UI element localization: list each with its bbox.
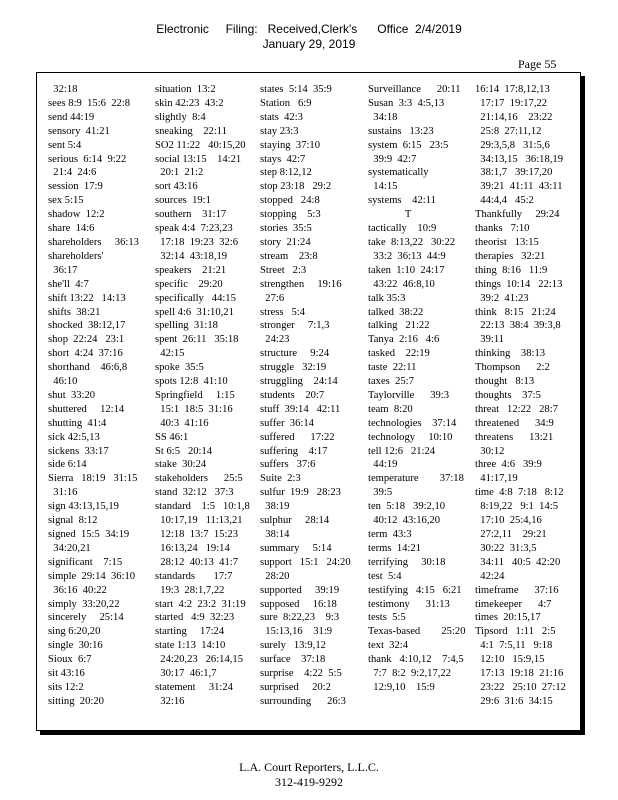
index-entry: 10:17,19 11:13,21: [155, 515, 243, 527]
index-entry: tasked 22:19: [368, 348, 430, 360]
index-entry: Susan 3:3 4:5,13: [368, 97, 445, 109]
index-entry: Texas-based 25:20: [368, 626, 466, 638]
index-entry: time 4:8 7:18 8:12: [475, 487, 564, 499]
index-entry: surprised 20:2: [260, 681, 331, 693]
index-entry: systems 42:11: [368, 195, 436, 207]
index-entry: supported 39:19: [260, 584, 340, 596]
index-entry: sneaking 22:11: [155, 125, 227, 137]
index-entry: Station 6:9: [260, 97, 312, 109]
index-entry: suffers 37:6: [260, 459, 316, 471]
index-entry: terrifying 30:18: [368, 556, 446, 568]
index-entry: 34:20,21: [48, 542, 91, 554]
index-entry: 17:10 25:4,16: [475, 515, 542, 527]
index-entry: talking 21:22: [368, 320, 430, 332]
index-entry: 32:16: [155, 695, 185, 707]
index-entry: suffered 17:22: [260, 431, 335, 443]
index-entry: ten 5:18 39:2,10: [368, 501, 446, 513]
index-entry: 20:1 21:2: [155, 167, 204, 179]
index-entry: speak 4:4 7:23,23: [155, 223, 233, 235]
index-entry: 39:11: [475, 334, 505, 346]
index-entry: 23:22 25:10 27:12: [475, 681, 566, 693]
index-entry: 36:17: [48, 264, 78, 276]
index-entry: 40:3 41:16: [155, 417, 209, 429]
index-entry: state 1:13 14:10: [155, 640, 226, 652]
index-entry: 40:12 43:16,20: [368, 515, 441, 527]
index-entry: surely 13:9,12: [260, 640, 326, 652]
index-entry: sickens 33:17: [48, 445, 109, 457]
index-entry: spots 12:8 41:10: [155, 376, 228, 388]
index-entry: taxes 25:7: [368, 376, 414, 388]
index-column-2: [155, 83, 259, 709]
index-entry: three 4:6 39:9: [475, 459, 542, 471]
index-entry: 39:5: [368, 487, 393, 499]
index-entry: 12:10 15:9,15: [475, 654, 545, 666]
index-entry: 29:6 31:6 34:15: [475, 695, 553, 707]
index-entry: 15:13,16 31:9: [260, 626, 333, 638]
index-entry: 39:2 41:23: [475, 292, 529, 304]
index-entry: St 6:5 20:14: [155, 445, 213, 457]
index-entry: states 5:14 35:9: [260, 84, 332, 95]
page-number: Page 55: [518, 57, 557, 71]
index-entry: simply 33:20,22: [48, 598, 120, 610]
index-entry: 19:3 28:1,7,22: [155, 584, 225, 596]
index-entry: 44:4,4 45:2: [475, 195, 534, 207]
index-entry: simple 29:14 36:10: [48, 570, 136, 582]
index-entry: 25:8 27:11,12: [475, 125, 542, 137]
index-entry: therapies 32:21: [475, 250, 546, 262]
index-entry: 31:16: [48, 487, 78, 499]
index-entry: slightly 8:4: [155, 111, 206, 123]
index-entry: stay 23:3: [260, 125, 299, 137]
index-entry: stats 42:3: [260, 111, 303, 123]
index-entry: thank 4:10,12 7:4,5: [368, 654, 464, 666]
index-entry: 30:22 31:3,5: [475, 542, 537, 554]
index-entry: supposed 16:18: [260, 598, 337, 610]
index-entry: speakers 21:21: [155, 264, 227, 276]
index-entry: thinking 38:13: [475, 348, 546, 360]
index-entry: 8:19,22 9:1 14:5: [475, 501, 558, 513]
index-entry: 12:18 13:7 15:23: [155, 529, 238, 540]
index-entry: sincerely 25:14: [48, 612, 124, 624]
index-entry: shadow 12:2: [48, 209, 105, 221]
index-entry: thought 8:13: [475, 376, 535, 388]
index-entry: shifts 38:21: [48, 306, 101, 318]
index-entry: sent 5:4: [48, 139, 82, 151]
index-entry: 14:15: [368, 181, 398, 193]
index-entry: surface 37:18: [260, 654, 326, 666]
index-entry: 43:22 46:8,10: [368, 278, 435, 290]
index-entry: 7:7 8:2 9:2,17,22: [368, 668, 451, 680]
index-entry: 30:17 46:1,7: [155, 668, 217, 680]
index-entry: testimony 31:13: [368, 598, 450, 610]
index-entry: she'll 4:7: [48, 278, 89, 290]
index-entry: 36:16 40:22: [48, 584, 107, 596]
index-entry: shareholders': [48, 250, 104, 262]
index-entry: specific 29:20: [155, 278, 223, 290]
index-entry: sitting 20:20: [48, 695, 104, 707]
index-entry: 24:20,23 26:14,15: [155, 654, 243, 666]
index-entry: suffering 4:17: [260, 445, 328, 457]
index-entry: 17:17 19:17,22: [475, 97, 548, 109]
index-entry: sits 12:2: [48, 681, 84, 693]
index-entry: Street 2:3: [260, 264, 307, 276]
index-entry: stuff 39:14 42:11: [260, 403, 341, 415]
index-entry: southern 31:17: [155, 209, 227, 221]
index-entry: shop 22:24 23:1: [48, 334, 125, 346]
index-entry: 46:10: [48, 376, 78, 388]
index-entry: Thompson 2:2: [475, 362, 550, 374]
index-entry: system 6:15 23:5: [368, 139, 449, 151]
index-box: [36, 72, 581, 731]
index-entry: 42:15: [155, 348, 185, 360]
index-entry: 24:23: [260, 334, 290, 346]
index-entry: thanks 7:10: [475, 223, 530, 235]
index-entry: standard 1:5 10:1,8: [155, 501, 250, 513]
index-entry: skin 42:23 43:2: [155, 97, 224, 109]
index-entry: spoke 35:5: [155, 362, 204, 374]
index-entry: 21:14,16 23:22: [475, 111, 553, 123]
index-entry: 28:12 40:13 41:7: [155, 556, 238, 568]
index-entry: spent 26:11 35:18: [155, 334, 239, 346]
index-entry: 34:18: [368, 111, 398, 123]
index-entry: Tanya 2:16 4:6: [368, 334, 440, 346]
index-entry: sees 8:9 15:6 22:8: [48, 97, 131, 109]
index-entry: Springfield 1:15: [155, 389, 235, 401]
index-entry: share 14:6: [48, 223, 95, 235]
index-entry: sick 42:5,13: [48, 431, 100, 443]
index-entry: step 8:12,12: [260, 167, 312, 179]
index-entry: SO2 11:22 40:15,20: [155, 139, 246, 151]
index-entry: Thankfully 29:24: [475, 209, 560, 221]
index-entry: systematically: [368, 167, 429, 179]
index-entry: test 5:4: [368, 570, 402, 582]
index-entry: shocked 38:12,17: [48, 320, 126, 332]
index-entry: 38:19: [260, 501, 290, 513]
index-column-1: [48, 83, 152, 709]
index-entry: terms 14:21: [368, 542, 421, 554]
index-entry: 38:14: [260, 529, 290, 540]
index-entry: sustains 13:23: [368, 125, 434, 137]
index-entry: suffer 36:14: [260, 417, 314, 429]
index-entry: 39:9 42:7: [368, 153, 417, 165]
index-entry: 34:13,15 36:18,19: [475, 153, 563, 165]
index-entry: surprise 4:22 5:5: [260, 668, 342, 680]
index-entry: sure 8:22,23 9:3: [260, 612, 340, 624]
index-entry: shorthand 46:6,8: [48, 362, 128, 374]
index-entry: team 8:20: [368, 403, 413, 415]
filing-stamp: Electronic Filing: Received,Clerk's Office 2/4/2019: [156, 22, 462, 36]
index-entry: technology 10:10: [368, 431, 453, 443]
index-entry: shift 13:22 14:13: [48, 292, 126, 304]
index-entry: 34:11 40:5 42:20: [475, 556, 561, 568]
index-entry: tests 5:5: [368, 612, 406, 624]
index-entry: started 4:9 32:23: [155, 612, 235, 624]
index-entry: thoughts 37:5: [475, 389, 541, 401]
index-entry: social 13:15 14:21: [155, 153, 242, 165]
index-entry: take 8:13,22 30:22: [368, 236, 456, 248]
index-entry: 33:2 36:13 44:9: [368, 250, 446, 262]
index-entry: significant 7:15: [48, 556, 123, 568]
index-entry: 17:18 19:23 32:6: [155, 236, 238, 248]
index-entry: signal 8:12: [48, 515, 98, 527]
index-entry: 27:6: [260, 292, 285, 304]
index-entry: sulfur 19:9 28:23: [260, 487, 341, 499]
index-entry: stopping 5:3: [260, 209, 321, 221]
index-entry: story 21:24: [260, 236, 311, 248]
index-entry: signed 15:5 34:19: [48, 529, 130, 540]
index-entry: short 4:24 37:16: [48, 348, 123, 360]
index-entry: students 20:7: [260, 389, 325, 401]
index-entry: times 20:15,17: [475, 612, 541, 624]
index-entry: sources 19:1: [155, 195, 211, 207]
index-entry: threatens 13:21: [475, 431, 554, 443]
index-entry: staying 37:10: [260, 139, 321, 151]
index-column-4: [368, 83, 472, 695]
index-entry: send 44:19: [48, 111, 95, 123]
reporter-phone: 312-419-9292: [275, 775, 343, 789]
index-entry: sulphur 28:14: [260, 515, 330, 527]
index-entry: spelling 31:18: [155, 320, 218, 332]
index-entry: 15:1 18:5 31:16: [155, 403, 233, 415]
index-entry: stronger 7:1,3: [260, 320, 330, 332]
index-entry: shut 33:20: [48, 389, 96, 401]
index-entry: 32:14 43:18,19: [155, 250, 228, 262]
index-entry: 32:18: [48, 84, 78, 95]
index-entry: sign 43:13,15,19: [48, 501, 119, 513]
index-entry: 30:12: [475, 445, 505, 457]
index-entry: text 32:4: [368, 640, 409, 652]
index-column-5: [475, 83, 579, 709]
index-entry: temperature 37:18: [368, 473, 464, 485]
index-entry: stand 32:12 37:3: [155, 487, 234, 499]
index-entry: Surveillance 20:11: [368, 84, 461, 95]
index-entry: serious 6:14 9:22: [48, 153, 127, 165]
index-entry: things 10:14 22:13: [475, 278, 563, 290]
index-entry: sit 43:16: [48, 668, 85, 680]
index-entry: surrounding 26:3: [260, 695, 346, 707]
index-entry: specifically 44:15: [155, 292, 236, 304]
index-entry: thing 8:16 11:9: [475, 264, 548, 276]
index-entry: 12:9,10 15:9: [368, 681, 435, 693]
index-entry: session 17:9: [48, 181, 103, 193]
index-entry: struggle 32:19: [260, 362, 327, 374]
reporter-name: L.A. Court Reporters, L.L.C.: [239, 760, 379, 774]
index-entry: technologies 37:14: [368, 417, 457, 429]
index-entry: 16:13,24 19:14: [155, 542, 230, 554]
index-entry: timeframe 37:16: [475, 584, 559, 596]
index-entry: shuttered 12:14: [48, 403, 125, 415]
index-entry: tactically 10:9: [368, 223, 437, 235]
index-entry: single 30:16: [48, 640, 103, 652]
index-entry: term 43:3: [368, 529, 412, 540]
index-entry: structure 9:24: [260, 348, 330, 360]
index-entry: taken 1:10 24:17: [368, 264, 445, 276]
index-entry: timekeeper 4:7: [475, 598, 552, 610]
index-entry: 16:14 17:8,12,13: [475, 84, 550, 95]
index-entry: threatened 34:9: [475, 417, 554, 429]
index-entry: Sierra 18:19 31:15: [48, 473, 138, 485]
index-entry: Sioux 6:7: [48, 654, 92, 666]
index-entry: stop 23:18 29:2: [260, 181, 332, 193]
index-entry: Suite 2:3: [260, 473, 301, 485]
index-entry: 17:13 19:18 21:16: [475, 668, 564, 680]
index-entry: sex 5:15: [48, 195, 84, 207]
index-entry: stress 5:4: [260, 306, 306, 318]
index-entry: starting 17:24: [155, 626, 225, 638]
index-entry: stakeholders 25:5: [155, 473, 243, 485]
index-entry: shutting 41:4: [48, 417, 107, 429]
index-entry: think 8:15 21:24: [475, 306, 556, 318]
index-entry: stream 23:8: [260, 250, 318, 262]
index-entry: summary 5:14: [260, 542, 332, 554]
index-entry: 42:24: [475, 570, 505, 582]
index-entry: 41:17,19: [475, 473, 518, 485]
index-entry: 38:1,7 39:17,20: [475, 167, 553, 179]
index-entry: statement 31:24: [155, 681, 233, 693]
index-entry: stake 30:24: [155, 459, 207, 471]
index-entry: Taylorville 39:3: [368, 389, 450, 401]
index-entry: talked 38:22: [368, 306, 424, 318]
index-entry: stays 42:7: [260, 153, 306, 165]
index-entry: 44:19: [368, 459, 398, 471]
index-entry: sensory 41:21: [48, 125, 110, 137]
index-column-3: [260, 83, 364, 709]
index-entry: sort 43:16: [155, 181, 198, 193]
index-entry: sing 6:20,20: [48, 626, 101, 638]
index-entry: side 6:14: [48, 459, 87, 471]
index-entry: 39:21 41:11 43:11: [475, 181, 563, 193]
index-entry: shareholders 36:13: [48, 236, 139, 248]
index-entry: stories 35:5: [260, 223, 312, 235]
index-entry: threat 12:22 28:7: [475, 403, 558, 415]
index-entry: 27:2,11 29:21: [475, 529, 547, 540]
index-entry: start 4:2 23:2 31:19: [155, 598, 246, 610]
index-entry: 4:1 7:5,11 9:18: [475, 640, 553, 652]
index-entry: testifying 4:15 6:21: [368, 584, 462, 596]
index-entry: standards 17:7: [155, 570, 233, 582]
index-entry: T: [368, 209, 412, 221]
index-entry: struggling 24:14: [260, 376, 338, 388]
index-entry: theorist 13:15: [475, 236, 539, 248]
index-entry: support 15:1 24:20: [260, 556, 351, 568]
index-entry: strengthen 19:16: [260, 278, 342, 290]
index-entry: SS 46:1: [155, 431, 189, 443]
index-entry: tell 12:6 21:24: [368, 445, 436, 457]
index-entry: 28:20: [260, 570, 290, 582]
index-entry: talk 35:3: [368, 292, 406, 304]
index-entry: 21:4 24:6: [48, 167, 97, 179]
index-entry: Tipsord 1:11 2:5: [475, 626, 556, 638]
index-entry: stopped 24:8: [260, 195, 320, 207]
index-entry: 29:3,5,8 31:5,6: [475, 139, 550, 151]
index-entry: situation 13:2: [155, 84, 216, 95]
index-entry: taste 22:11: [368, 362, 417, 374]
index-entry: spell 4:6 31:10,21: [155, 306, 234, 318]
filing-date: January 29, 2019: [262, 37, 356, 51]
index-entry: 22:13 38:4 39:3,8: [475, 320, 561, 332]
